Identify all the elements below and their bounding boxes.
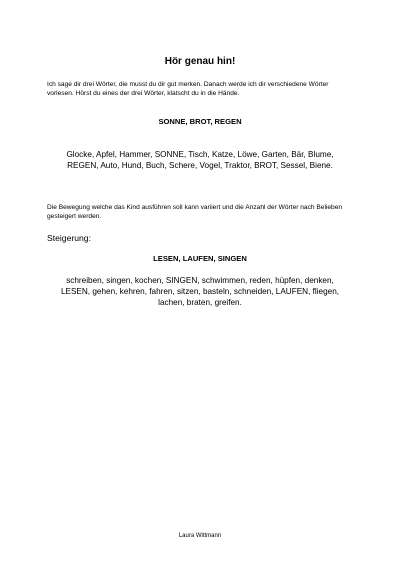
progression-label: Steigerung:	[47, 233, 91, 243]
target-words-heading-1: SONNE, BROT, REGEN	[158, 117, 242, 126]
target-words-heading-2: LESEN, LAUFEN, SINGEN	[153, 254, 247, 263]
instruction-paragraph: Ich sage dir drei Wörter, die musst du dir gut merken. Danach werde ich dir verschiedene Wörter vorlesen. Hörst du eines der drei Wörter, klatscht du in die Hände.	[47, 81, 329, 97]
author-footer: Laura Wittmann	[178, 533, 222, 539]
page-title: Hör genau hin!	[164, 56, 236, 67]
word-list-2: schreiben, singen, kochen, SINGEN, schwimmen, reden, hüpfen, denken, LESEN, gehen, kehren, fahren, sitzen, basteln, schneiden, LAUFEN, fliegen, lachen, braten, greifen.	[60, 276, 340, 307]
word-list-1: Glocke, Apfel, Hammer, SONNE, Tisch, Katze, Löwe, Garten, Bär, Blume, REGEN, Auto, Hund, Buch, Schere, Vogel, Traktor, BROT, Sessel, Biene.	[66, 150, 334, 170]
variation-note: Die Bewegung welche das Kind ausführen soll kann variiert und die Anzahl der Wörter nach Belieben gesteigert werden.	[47, 204, 343, 220]
